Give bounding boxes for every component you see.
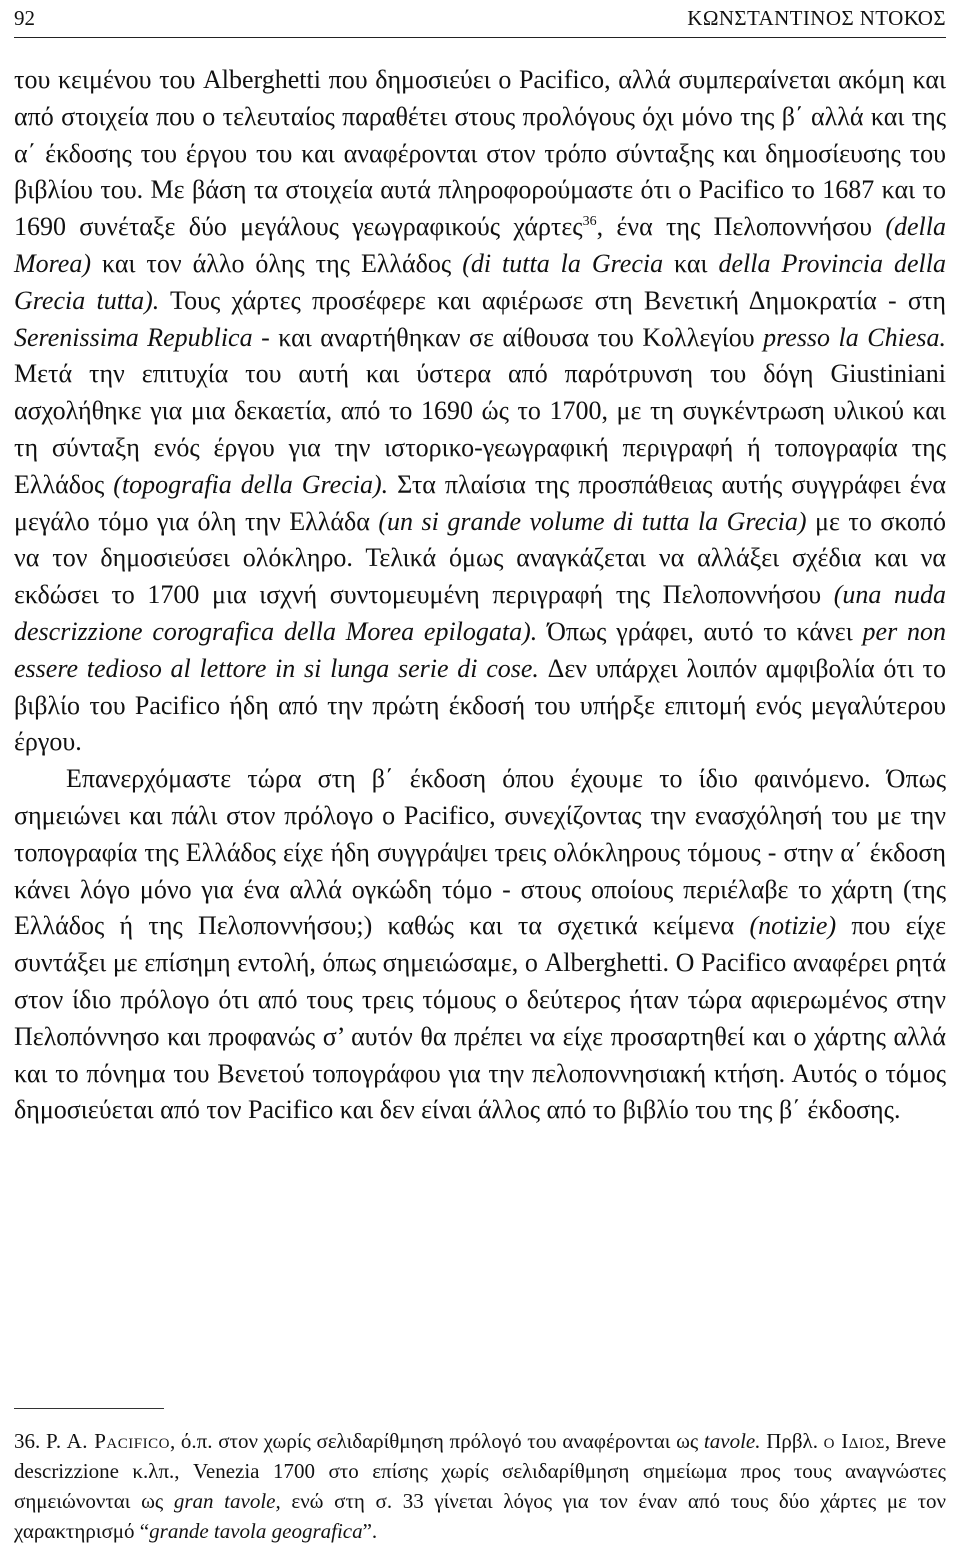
text-run: Επανερχόμαστε τώρα στη β΄ έκδοση όπου έχουμε το ίδιο φαινόμενο. Όπως σημειώνει και πάλι στον πρόλογο ο Pacifico, συνεχίζοντας την ενασχόλησή του με την τοπογραφία της Ελλάδος είχε ήδη συγγράψει τρεις ολόκληρους τόμους - στην α΄ έκδοση κάνει λόγο μόνο για ένα αλλά ογκώδη τόμο - στους οποίους περιέλαβε το χάρτη (της Ελλάδος ή της Πελοποννήσου;) καθώς και τα σχετικά κείμενα bbox=[14, 764, 946, 941]
text-run: Μετά την επιτυχία του αυτή και ύστερα από παρότρυνση του δόγη Giustiniani ασχολήθηκε για μια δεκαετία, από το 1690 ώς το 1700, με τη συγκέντρωση υλικού και τη σύνταξη ενός έργου για την ιστορικο-γεωγραφική περιγραφή ή τοπογραφία της Ελλάδος bbox=[14, 359, 946, 499]
text-run: , ό.π. στον χωρίς σελιδαρίθμηση πρόλογό του αναφέρονται ως bbox=[169, 1429, 704, 1453]
header-rule bbox=[14, 37, 946, 38]
text-run: και τον άλλο όλης της Ελλάδος bbox=[91, 248, 463, 278]
italic-run: (della Morea) bbox=[14, 212, 946, 278]
text-run: , Breve descrizzione κ.λπ., Venezia 1700 στο επίσης χωρίς σελιδαρίθμηση σημείωμα προς τους αναγνώστες σημειώνονται ως bbox=[14, 1429, 947, 1513]
italic-run: tavole. bbox=[703, 1429, 761, 1453]
italic-run: presso la Chiesa. bbox=[763, 322, 946, 352]
text-run: Δεν υπάρχει λοιπόν αμφιβολία ότι το βιβλίο του Pacifico ήδη από την πρώτη έκδοσή του υπήρξε επιτομή ενός μεγαλύτερου έργου. bbox=[14, 653, 946, 757]
italic-run: (di tutta la Grecia bbox=[462, 248, 664, 278]
italic-run: grande tavola geografica bbox=[149, 1519, 363, 1543]
italic-run: della Provincia della Grecia tutta). bbox=[14, 248, 946, 315]
italic-run: per non essere tedioso al lettore in si lunga serie di cose. bbox=[14, 616, 946, 683]
text-run: Στα πλαίσια της προσπάθειας αυτής συγγράφει ένα μεγάλο τόμο για όλη την Ελλάδα bbox=[14, 469, 947, 536]
text-run: Τους χάρτες προσέφερε και αφιέρωσε στη Βενετική Δημοκρατία - στη bbox=[159, 285, 946, 315]
italic-run: gran tavole, bbox=[173, 1489, 281, 1513]
text-run: Όπως γράφει, αυτό το κάνει bbox=[537, 616, 863, 646]
footnote-rule bbox=[14, 1408, 164, 1409]
italic-run: Serenissima Republica bbox=[14, 322, 253, 352]
italic-run: (una nuda descrizzione corografica della Morea epilogata). bbox=[14, 580, 946, 646]
text-run: που είχε συντάξει με επίσημη εντολή, όπως σημειώσαμε, ο Alberghetti. Ο Pacifico αναφέρει ρητά στον ίδιο πρόλογο ότι από τους τρεις τόμους ο δεύτερος ήταν τώρα αφιερωμένος στην Πελοπόννησο και προφανώς σ’ αυτόν θα πρέπει να είχε προσαρτηθεί και ο χάρτης αλλά και το πόνημα του Βενετού τοπογράφου για την πελοποννησιακή κτήση. Αυτός ο τόμος δημοσιεύεται από τον Pacifico και δεν είναι άλλος από το βιβλίο του της β΄ έκδοσης. bbox=[14, 911, 947, 1125]
body-text bbox=[14, 62, 946, 1129]
footnote-number: 36. bbox=[14, 1429, 41, 1453]
italic-run: (notizie) bbox=[749, 911, 837, 941]
text-run: του κειμένου του Alberghetti που δημοσιεύει ο Pacifico, αλλά συμπεραίνεται ακόμη και από στοιχεία που ο τελευταίος παραθέτει στους προλόγους όχι μόνο της β΄ αλλά και της α΄ έκδοσης του έργου του και αναφέρονται στον τρόπο σύνταξης και δημοσίευσης του βιβλίου του. Με βάση τα στοιχεία αυτά πληροφορούμαστε ότι ο Pacifico το 1687 και το 1690 συνέταξε δύο μεγάλους γεωγραφικούς χάρτες bbox=[14, 65, 946, 242]
text-run: και bbox=[663, 248, 719, 278]
book-page bbox=[14, 0, 946, 1556]
paragraph-1 bbox=[14, 62, 946, 761]
footnote-reference: 36 bbox=[582, 214, 597, 230]
footnote-author: P. A. Pacifico bbox=[45, 1429, 170, 1453]
text-run: Πρβλ. bbox=[760, 1429, 824, 1453]
text-run: , ένα της Πελοποννήσου bbox=[596, 212, 886, 242]
text-run: με το σκοπό να τον δημοσιεύσει ολόκληρο. Τελικά όμως αναγκάζεται να αλλάξει σχέδια και να εκδώσει το 1700 μια ισχνή συντομευμένη περιγραφή της Πελοποννήσου bbox=[14, 506, 947, 610]
italic-run: (topografia della Grecia). bbox=[113, 469, 389, 499]
footnote-text bbox=[14, 1426, 946, 1546]
text-run: ”. bbox=[362, 1519, 378, 1543]
footnote-36 bbox=[14, 1426, 946, 1546]
footnote-author-ibid: ο Ιδιος bbox=[823, 1429, 885, 1453]
text-run: - και αναρτήθηκαν σε αίθουσα του Κολλεγίου bbox=[252, 322, 764, 352]
paragraph-2 bbox=[14, 761, 946, 1129]
running-title: ΚΩΝΣΤΑΝΤΙΝΟΣ ΝΤΟΚΟΣ bbox=[687, 6, 946, 30]
italic-run: (un si grande volume di tutta la Grecia) bbox=[378, 506, 807, 536]
page-number: 92 bbox=[14, 6, 35, 30]
text-run: ενώ στη σ. 33 γίνεται λόγος για τον έναν από τους δύο χάρτες με τον χαρακτηρισμό “ bbox=[14, 1489, 947, 1543]
running-head bbox=[14, 6, 946, 32]
